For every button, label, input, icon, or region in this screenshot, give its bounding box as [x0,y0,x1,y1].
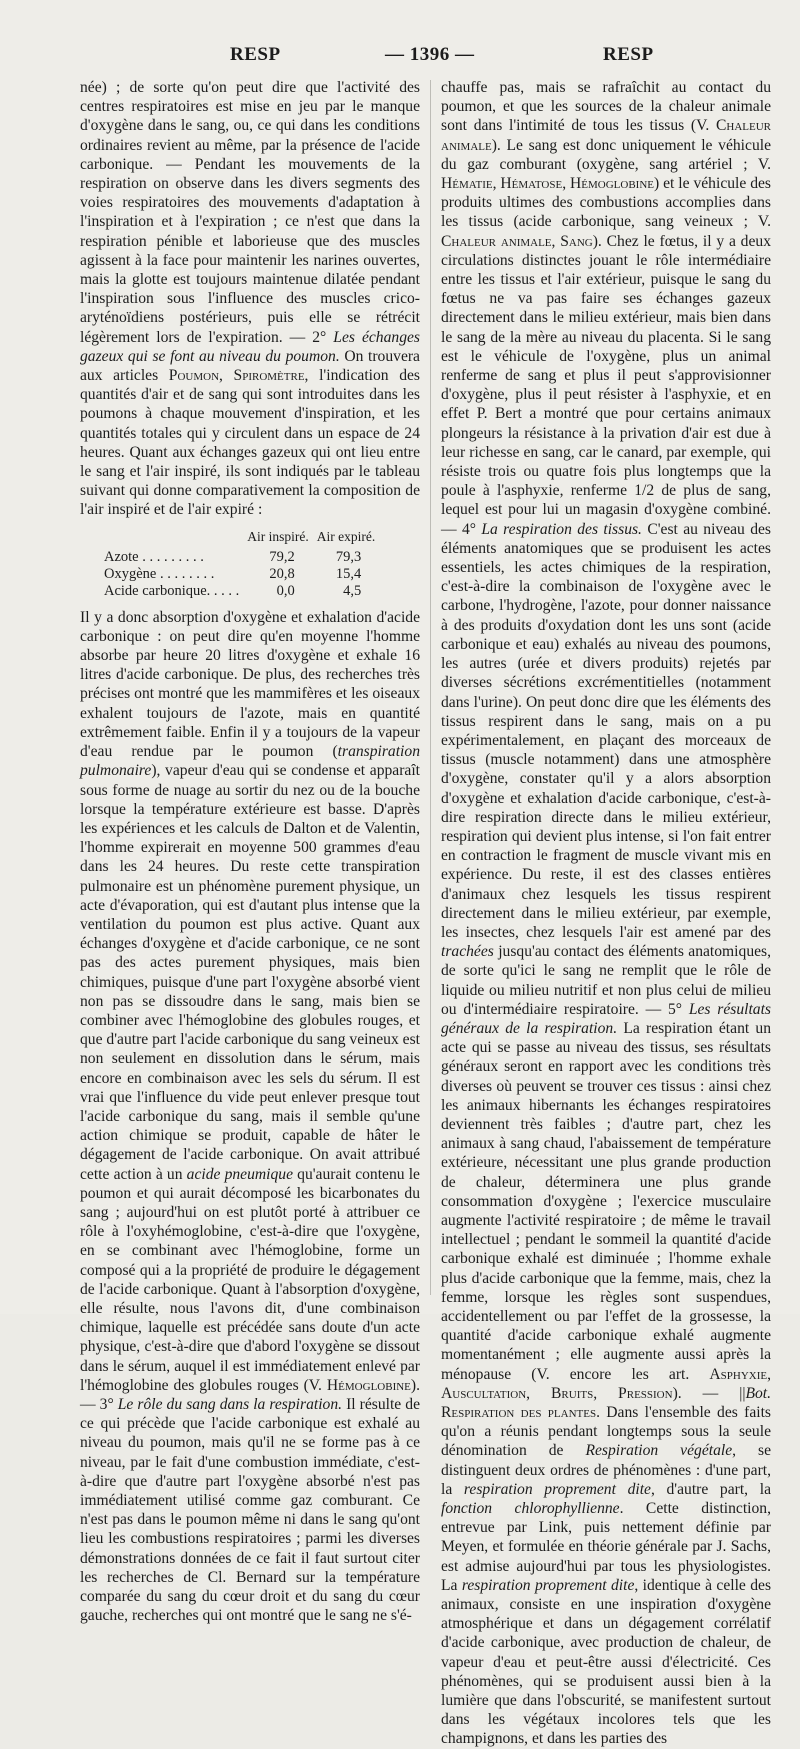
cell-inspired: 0,0 [276,582,295,599]
cross-reference: Poumon, Spiromètre, [168,367,309,385]
row-label: Oxygène . . . . . . . . [104,565,215,582]
paragraph [80,78,420,520]
cross-reference: Asphyxie, Auscultation, Bruits, Pression [441,1365,771,1402]
table-row [104,549,383,566]
col-header-expired: Air expiré. [316,528,376,544]
italic-term: transpiration pulmonaire [80,743,420,780]
text-run: ). — 3° [80,1376,420,1413]
page-number: — 1396 — [385,44,475,65]
text-run: ). — || [672,1384,746,1402]
cell-expired: 15,4 [335,565,362,582]
cross-reference: Chaleur animale, Sang [441,232,593,250]
text-run: . Cette distinction, entrevue par Link, puis nettement définie par Meyen, et formulée en théorie générale par J. Sachs, est admise aujourd'hui par tous les physiologistes. La [441,1500,771,1594]
text-run: chauffe pas, mais se rafraîchit au contact du poumon, et que les sources de la chaleur animale sont dans l'intimité de tous les tissus (V. [441,79,771,135]
cross-reference: Hémoglobine [326,1376,411,1394]
section-title: Le rôle du sang dans la respiration. [117,1396,343,1413]
italic-term: respiration proprement dite [463,1480,651,1498]
text-run: Dans l'ensemble des faits qu'on a réunis pendant longtemps sous la seule dénomination de [441,1404,771,1460]
italic-term: Respiration végétale [585,1442,733,1460]
column-divider [430,80,431,1295]
table-row [104,566,383,583]
italic-term: acide pneumique [186,1165,293,1183]
table-row [104,583,383,600]
text-run: Il y a donc absorption d'oxygène et exhalation d'acide carbonique : on peut dire qu'en moyenne l'homme absorbe par heure 20 litres d'oxygène et exhale 16 litres d'acide carbonique. De plus, des recherches très précises ont montré que les mammifères et les oiseaux exhalent toujours de l'azote, mais en quantité extrêmement faible. Enfin il y a toujours de la vapeur d'eau rendue par le poumon ( [80,608,420,761]
text-run: ), vapeur d'eau qui se condense et apparaît sous forme de nuage au sortir du nez ou de la bouche lorsque la température extérieure est basse. D'après les expériences et les calculs de Dalton et de Valentin, l'homme expirerait en moyenne 500 grammes d'eau dans les 24 heures. Du reste cette transpiration pulmonaire est un phénomène purement physique, un acte d'évaporation, qui est d'autant plus intense que la ventilation du poumon est plus active. Quant aux échanges d'oxygène et d'acide carbonique, ce ne sont pas des actes purement physiques, mais bien chimiques, puisque d'une part l'oxygène absorbé vient non pas se dissoudre dans le sang, mais bien se combiner avec l'hémoglobine des globules rouges, et que d'autre part l'acide carbonique du sang veineux est non seulement en dissolution dans le sérum, mais encore en combinaison avec les sels du sérum. Il est vrai que l'influence du vide peut enlever presque tout l'acide carbonique du sang, mais il semble qu'une action chimique se produit, capable de hâter le dégagement de l'acide carbonique. On avait attribué cette action à un [80,762,420,1183]
left-column [80,78,420,1625]
text-run: Il résulte de ce qui précède que l'acide carbonique est exhalé au niveau du poumon, mais qu'il ne se forme pas à ce niveau, par le fait d'une combustion immédiate, c'est-à-dire que d'autre part l'oxygène absorbé n'est pas immédiatement utilisé comme gaz comburant. Ce n'est pas dans le poumon même ni dans le sang qu'ont lieu les combustions respiratoires ; parmi les diverses démonstrations données de ce fait il faut surtout citer les recherches de Cl. Bernard sur la température comparée du sang du cœur droit et du sang du cœur gauche, recherches qui ont montré que le sang ne s'é- [80,1396,421,1625]
text-run: On trouvera aux articles [80,347,420,385]
text-run: qu'aurait contenu le poumon et qui aurait décomposé les bicarbonates du sang ; aujourd'hui on est plutôt porté à attribuer ce rôle à l'oxyhémoglobine, c'est-à-dire que l'oxygène, en se combinant avec l'hémoglobine, forme un composé qui a la propriété de produire le dégagement de l'acide carbonique. Quant à l'absorption d'oxygène, elle résulte, nous l'avons dit, d'une combinaison chimique, laquelle est précédée sans doute d'un acte physique, c'est-à-dire que d'abord l'oxygène se dissout dans le sérum, auquel il est immédiatement enlevé par l'hémoglobine des globules rouges (V. [80,1165,420,1394]
text-run: , d'autre part, la [650,1480,771,1498]
running-header [0,36,800,76]
text-run: ). Le sang est donc uniquement le véhicule du gaz comburant (oxygène, sang artériel ; V. [441,136,771,173]
col-header-inspired: Air inspiré. [247,528,309,544]
row-label: Acide carbonique. . . . . [104,582,240,599]
text-run: ) et le véhicule des produits ultimes des combustions accomplies dans les tissus (acide carbonique, sang veineux ; V. [441,175,771,231]
paragraph [441,78,771,1749]
text-run: La respiration étant un acte qui se passe au niveau des tissus, ses résultats généraux seront en rapport avec les conditions très diverses où peuvent se trouver ces tissus : ainsi chez les animaux hibernants les échanges respiratoires deviennent très faibles ; d'autre part, chez les animaux à sang chaud, l'abaissement de température extérieure, nécessitant une plus grande production de chaleur, déterminera une plus grande consommation d'oxygène ; l'exercice musculaire augmente l'activité respiratoire ; de même le travail intellectuel ; pendant le sommeil la quantité d'acide carbonique exhalé est diminuée ; l'homme exhale plus d'acide carbonique que la femme, mais, chez la femme, lorsque les règles sont suspendues, accidentellement ou par l'effet de la grossesse, la quantité d'acide carbonique exhalé augmente momentanément ; elle augmente aussi après la ménopause (V. encore les art. [441,1019,771,1383]
italic-term: Bot. [745,1384,771,1402]
text-run: l'indication des quantités d'air et de sang qui sont introduites dans les poumons à chaque mouvement d'inspiration, et les quantités totales qui y circulent dans un espace de 24 heures. Quant aux échanges gazeux qui ont lieu entre le sang et l'air inspiré, ils sont indiqués par le tableau suivant qui donne comparativement la composition de l'air inspiré et de l'air expiré : [80,367,421,519]
cell-inspired: 20,8 [269,565,295,582]
italic-term: respiration proprement dite [461,1576,635,1594]
italic-term: trachées [441,943,494,961]
section-title: La respiration des tissus. [481,520,642,538]
text-run: ). Chez le fœtus, il y a deux circulations distinctes jouant le rôle intermédiaire entre les tissus et l'air extérieur, puisque le sang du fœtus ne va pas faire ses échanges gazeux directement dans le milieu extérieur, mais bien dans le sang de la mère au niveau du placenta. Si le sang est le véhicule de l'oxygène, plus un animal renferme de sang et plus il peut s'approvisionner d'oxygène, plus il peut résister à l'asphyxie, et en effet P. Bert a montré que pour certains animaux plongeurs la résistance à la privation d'air est due à leur richesse en sang, car le canard, par exemple, qui résiste trois ou quatre fois plus longtemps que la poule à l'asphyxie, renferme 1/2 de plus de sang, lequel est pour lui un magasin d'oxygène combiné. — 4° [441,232,771,538]
section-title: Respiration des plantes. [441,1404,600,1422]
section-title: Les résultats généraux de la respiration. [441,1000,771,1037]
header-right: RESP [603,44,654,65]
cross-reference: Chaleur animale [441,117,771,154]
text-run: C'est au niveau des éléments anatomiques que se produisent les actes essentiels, les actes chimiques de la respiration, c'est-à-dire la combinaison de l'oxygène avec le carbone, l'hydrogène, l'azote, pour donner naissance à des produits d'oxydation dont les uns sont (acide carbonique et eau) exhalés au niveau des poumons, les autres (urée et divers produits) rejetés par diverses sécrétions excrémentitielles (notamment dans l'urine). On peut donc dire que les éléments des tissus respirent dans le sang, mais on a pu expérimentalement, en plaçant des morceaux de tissus (muscle notamment) dans une atmosphère d'oxygène, constater qu'il y a alors absorption d'oxygène et exhalation d'acide carbonique, c'est-à-dire respiration directe dans le milieu extérieur, respiration qui devient plus intense, si l'on fait entrer en contraction le fragment de muscle vivant mis en expérience. Du reste, il est des classes entières d'animaux chez lesquels les tissus respirent directement dans le milieu extérieur, par exemple, les insectes, chez lesquels l'air est amené par des [441,520,771,941]
cell-inspired: 79,2 [269,548,295,565]
cell-expired: 4,5 [343,582,362,599]
cell-expired: 79,3 [335,548,362,565]
text-run: , identique à celle des animaux, consiste en une inspiration d'oxygène atmosphérique et dans un dégagement corrélatif d'acide carbonique, avec production de chaleur, de vapeur d'eau et peut-être aussi d'électricité. Ces phénomènes, qui se produisent aussi bien à la lumière que dans l'obscurité, se manifestent surtout dans les végétaux incolores tels que les champignons, et dans les parties des [441,1576,772,1748]
header-left: RESP [230,44,281,65]
section-title: Les échanges gazeux qui se font au niveau du poumon. [80,328,420,365]
row-label: Azote . . . . . . . . . [104,548,204,565]
gas-composition-table [104,528,420,600]
right-column [441,78,771,1749]
paragraph [80,608,420,1626]
text-run: , se distinguent deux ordres de phénomènes : d'une part, la [441,1442,771,1498]
text-run: née) ; de sorte qu'on peut dire que l'activité des centres respiratoires est mise en jeu par le manque d'oxygène dans le sang, ou, ce qui dans les conditions ordinaires revient au même, par la présence de l'acide carbonique. — Pendant les mouvements de la respiration on observe dans les divers segments des voies respiratoires des mouvements d'adaptation à l'inspiration et à l'expiration ; ce n'est que dans la respiration pénible et laborieuse que des muscles agissent à la face pour maintenir les narines ouvertes, mais la glotte est toujours maintenue dilatée pendant l'inspiration sous l'influence des muscles crico-aryténoïdiens postérieurs, puis elle se rétrécit légèrement lors de l'expiration. — 2° [80,79,420,346]
cross-reference: Hématie, Hématose, Hémoglobine [441,175,654,193]
italic-term: fonction chlorophyllienne [441,1500,620,1518]
text-run: jusqu'au contact des éléments anatomiques, de sorte qu'ici le sang ne remplit que le rôle de liquide ou milieu nutritif et non plus celui de milieu ou d'intermédiaire respiratoire. — 5° [441,943,772,1018]
